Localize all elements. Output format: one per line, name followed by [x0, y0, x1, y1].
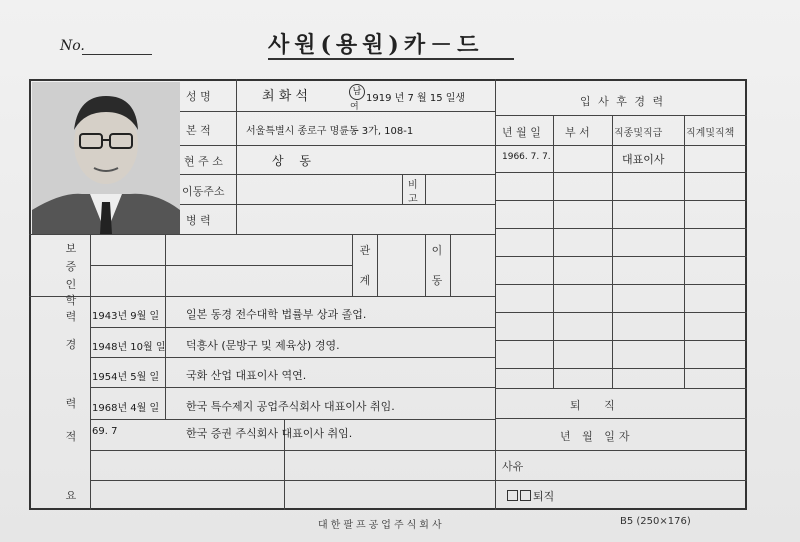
career-row-text: 한국 증권 주식회사 대표이사 취임. — [186, 427, 353, 440]
move-label-2: 동 — [431, 274, 443, 287]
career-row-text: 국화 산업 대표이사 역연. — [186, 369, 307, 382]
retire-title: 퇴 직 — [570, 399, 625, 412]
grid-line — [90, 419, 495, 420]
remarks-label-1: 비 — [408, 180, 418, 191]
history-col-duty: 직계및직책 — [686, 128, 735, 139]
grid-line — [450, 234, 451, 296]
retire-checkbox-label: 퇴직 — [533, 490, 555, 503]
grid-line — [352, 234, 353, 296]
grid-line — [495, 340, 747, 341]
remarks-label-2: 고 — [408, 194, 418, 205]
history-row-rank: 대표이사 — [622, 153, 665, 166]
grid-line — [425, 234, 426, 296]
checkbox-icon — [507, 490, 518, 501]
grid-line — [90, 234, 91, 510]
grid-line — [495, 368, 747, 369]
history-col-date: 년 월 일 — [502, 126, 541, 139]
history-col-dept: 부 서 — [565, 126, 590, 139]
grid-line — [180, 145, 495, 146]
education-label-2: 력 — [65, 310, 77, 323]
career-row-date: 1943년 9월 일 — [92, 311, 160, 322]
grid-line — [402, 174, 403, 204]
hometown-value: 서울특별시 종로구 명륜동 3가, 108-1 — [246, 126, 414, 137]
grid-line — [90, 265, 352, 266]
paper-size: B5 (250×176) — [620, 516, 691, 527]
relation-label-1: 관 — [359, 244, 371, 257]
gender-stamp: 남 — [349, 84, 365, 100]
career-row-text: 덕흥사 (문방구 및 제육상) 경영. — [186, 339, 340, 352]
career-row-date: 1948년 10월 일 — [92, 342, 166, 353]
grid-line — [495, 480, 747, 481]
company-name: 대한팔프공업주식회사 — [318, 520, 445, 531]
grid-line — [495, 256, 747, 257]
history-row-date: 1966. 7. 7. — [502, 152, 551, 162]
grid-line — [495, 172, 747, 173]
card-number-line — [82, 54, 152, 55]
grid-line — [377, 234, 378, 296]
career-row-date: 69. 7 — [92, 426, 118, 437]
grid-line — [90, 387, 495, 388]
moving-address-label: 이동주소 — [182, 185, 225, 198]
grid-line — [165, 234, 166, 419]
grid-line — [90, 357, 495, 358]
summary-label-2: 요 — [65, 489, 77, 502]
grid-line — [495, 200, 747, 201]
grid-line — [553, 115, 554, 388]
grid-line — [236, 79, 237, 234]
grid-line — [180, 111, 495, 112]
grid-line — [90, 480, 495, 481]
grid-line — [495, 450, 747, 451]
guarantor-label-2: 증 — [65, 260, 77, 273]
career-row-date: 1954년 5월 일 — [92, 372, 160, 383]
grid-line — [180, 204, 495, 205]
guarantor-label-1: 보 — [65, 242, 77, 255]
grid-line — [495, 115, 747, 116]
career-row-date: 1968년 4월 일 — [92, 403, 160, 414]
birth-date-value: 1919 년 7 월 15 일생 — [366, 93, 466, 104]
grid-line — [684, 115, 685, 388]
address-label: 현 주 소 — [184, 155, 223, 168]
grid-line — [90, 450, 495, 451]
summary-label-1: 적 — [65, 430, 77, 443]
grid-line — [495, 284, 747, 285]
grid-line — [612, 115, 613, 388]
move-label-1: 이 — [431, 244, 443, 257]
grid-line — [29, 296, 495, 297]
military-label: 병 력 — [186, 214, 211, 227]
relation-label-2: 계 — [359, 274, 371, 287]
retire-date-label: 년 월 일자 — [560, 430, 634, 443]
retire-checkbox-group — [507, 488, 554, 504]
hometown-label: 본 적 — [186, 124, 211, 137]
history-col-rank: 직종및직급 — [614, 128, 663, 139]
gender-female-label: 여 — [350, 102, 359, 112]
retire-reason-label: 사유 — [502, 460, 524, 473]
address-value: 상 동 — [272, 154, 317, 168]
grid-line — [495, 79, 496, 510]
history-title: 입 사 후 경 력 — [580, 95, 666, 108]
name-value: 최 화 석 — [262, 89, 308, 104]
card-title: 사원(용원)카－드 — [268, 32, 484, 58]
career-label-1: 경 — [65, 338, 77, 351]
title-underline — [268, 58, 514, 60]
career-row-text: 일본 동경 전수대학 법률부 상과 졸업. — [186, 308, 367, 321]
grid-line — [495, 312, 747, 313]
career-row-text: 한국 특수제지 공업주식회사 대표이사 취임. — [186, 400, 395, 413]
portrait-photo — [32, 82, 180, 234]
grid-line — [495, 228, 747, 229]
career-label-2: 력 — [65, 397, 77, 410]
checkbox-icon — [520, 490, 531, 501]
card-number-label: No. — [60, 38, 85, 54]
grid-line — [495, 145, 747, 146]
grid-line — [90, 327, 495, 328]
grid-line — [425, 174, 426, 204]
education-label-1: 학 — [65, 294, 77, 307]
grid-line — [495, 388, 747, 389]
guarantor-label-3: 인 — [65, 278, 77, 291]
grid-line — [180, 174, 495, 175]
grid-line — [495, 418, 747, 419]
name-label: 성 명 — [186, 90, 211, 103]
